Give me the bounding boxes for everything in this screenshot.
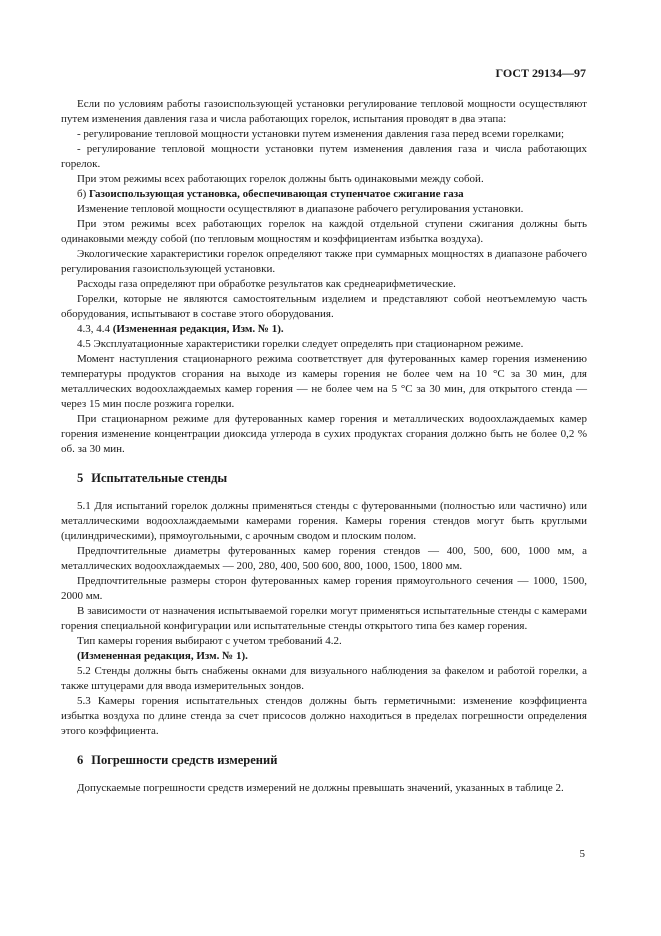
document-id: ГОСТ 29134—97 [495, 66, 586, 80]
page-number: 5 [579, 848, 585, 860]
paragraph: Допускаемые погрешности средств измерений не должны превышать значений, указанных в таблице 2. [77, 782, 564, 794]
paragraph: Момент наступления стационарного режима соответствует для футерованных камер горения изменению температуры продуктов сгорания на выходе из камеры горения не более чем на 10 °С за 30 мин, для металлических водоохлаждаемых камер горения — не более чем на 5 °С за 30 мин, для открытого стенда — через 15 мин после розжига горелки. [61, 353, 587, 410]
paragraph: Предпочтительные диаметры футерованных камер горения стендов — 400, 500, 600, 1000 мм, а металлических водоохлаждаемых — 200, 280, 400, 500 600, 800, 1000, 1500, 1800 мм. [61, 545, 587, 572]
paragraph: Предпочтительные размеры сторон футерованных камер горения прямоугольного сечения — 1000, 1500, 2000 мм. [61, 575, 587, 602]
section-heading-5 [61, 471, 587, 486]
paragraph: Экологические характеристики горелок определяют также при суммарных мощностях в диапазоне рабочего регулирования газоиспользующей установки. [61, 248, 587, 275]
paragraph: При этом режимы всех работающих горелок должны быть одинаковыми между собой. [77, 173, 484, 185]
item-b-prefix: б) [77, 188, 87, 200]
list-item: - регулирование тепловой мощности установки путем изменения давления газа перед всеми горелками; [77, 128, 565, 140]
paragraph: Тип камеры горения выбирают с учетом требований 4.2. [77, 635, 342, 647]
paragraph: Горелки, которые не являются самостоятельным изделием и представляют собой неотъемлемую часть оборудования, испытывают в составе этого оборудования. [61, 293, 587, 320]
amendment-note [61, 322, 587, 337]
amendment-prefix: 4.3, 4.4 [77, 323, 110, 335]
paragraph: Расходы газа определяют при обработке результатов как среднеарифметические. [77, 278, 456, 290]
section-heading-6 [61, 753, 587, 768]
paragraph: 5.2 Стенды должны быть снабжены окнами для визуального наблюдения за факелом и работой горелки, а также штуцерами для ввода измерительных зондов. [61, 665, 587, 692]
item-b-heading [61, 187, 587, 202]
paragraph: В зависимости от назначения испытываемой горелки могут применяться испытательные стенды с камерами горения специальной конфигурации или испытательные стенды открытого типа без камер горения. [61, 605, 587, 632]
section-title: Погрешности средств измерений [91, 753, 278, 767]
paragraph: 5.3 Камеры горения испытательных стендов должны быть герметичными: изменение коэффициента избытка воздуха по длине стенда за счет присосов должно находиться в пределах погрешности определения этого коэффициента. [61, 695, 587, 737]
item-b-title: Газоиспользующая установка, обеспечивающая ступенчатое сжигание газа [89, 188, 464, 200]
section-number: 6 [77, 753, 84, 767]
paragraph: При стационарном режиме для футерованных камер горения и металлических водоохлаждаемых камер горения изменение концентрации диоксида углерода в сухих продуктах сгорания должно быть не более 0,2 % об. за 30 мин. [61, 413, 587, 455]
paragraph: 5.1 Для испытаний горелок должны применяться стенды с футерованными (полностью или частично) или металлическими водоохлаждаемыми камерами горения. Камеры горения стендов могут быть круглыми (цилиндрическими), прямоугольными, с арочным сводом и плоским полом. [61, 500, 587, 542]
amendment-note: (Измененная редакция, Изм. № 1). [77, 650, 248, 662]
document-body [61, 97, 587, 796]
paragraph: При этом режимы всех работающих горелок на каждой отдельной ступени сжигания должны быть одинаковыми между собой (по тепловым мощностям и коэффициентам избытка воздуха). [61, 218, 587, 245]
paragraph: Изменение тепловой мощности осуществляют в диапазоне рабочего регулирования установки. [77, 203, 524, 215]
section-title: Испытательные стенды [91, 471, 228, 485]
paragraph: 4.5 Эксплуатационные характеристики горелки следует определять при стационарном режиме. [77, 338, 524, 350]
list-item: - регулирование тепловой мощности установки путем изменения давления газа и числа работающих горелок. [61, 143, 587, 170]
amendment-text: (Измененная редакция, Изм. № 1). [112, 323, 284, 335]
section-number: 5 [77, 471, 84, 485]
paragraph: Если по условиям работы газоиспользующей установки регулирование тепловой мощности осуществляют путем изменения давления газа и числа работающих горелок, испытания проводят в два этапа: [61, 98, 587, 125]
